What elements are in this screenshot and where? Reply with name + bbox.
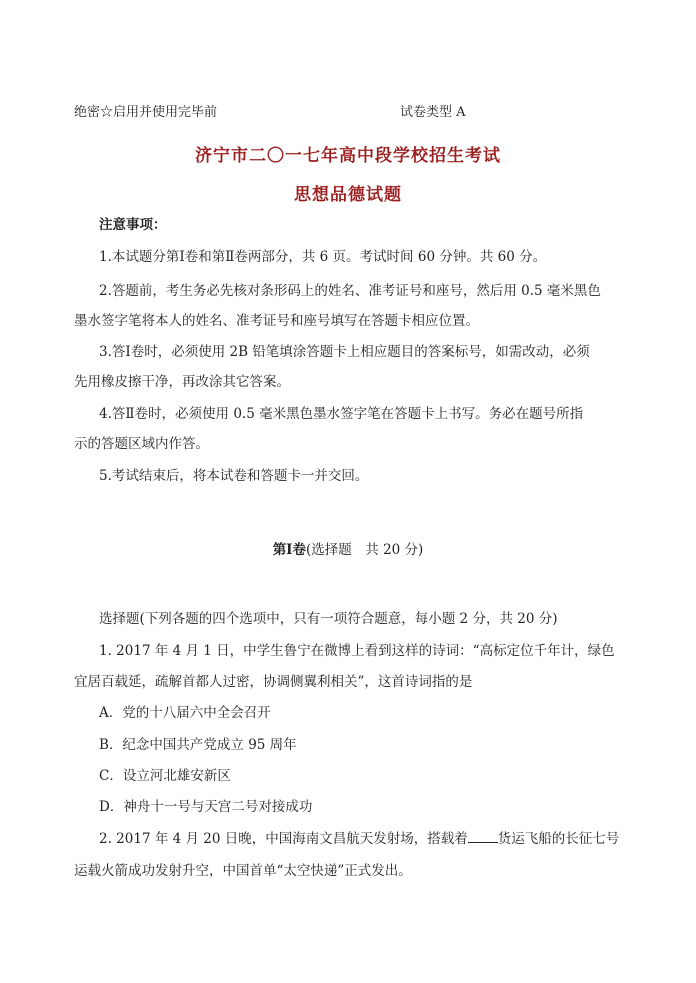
notes-line: 示的答题区域内作答。 [74,436,209,452]
question-2-text-b: 货运飞船的长征七号 [497,831,620,847]
exam-subtitle: 思想品德试题 [294,185,402,205]
section-heading-bold: 第Ⅰ卷 [272,542,307,558]
question-1-line: 宜居百载延，疏解首都人过密，协调侧翼利相关”，这首诗词指的是 [74,674,473,690]
question-1-option: B．纪念中国共产党成立 95 周年 [99,737,297,753]
notes-line: 2.答题前，考生务必先核对条形码上的姓名、准考证号和座号，然后用 0.5 毫米黑色 [99,283,601,299]
question-2-line: 运载火箭成功发射升空，中国首单“太空快递”正式发出。 [74,863,412,879]
notes-heading: 注意事项： [99,217,167,233]
question-1-option: D．神舟十一号与天宫二号对接成功 [99,799,313,815]
section-heading [0,540,696,560]
question-1-option: C．设立河北雄安新区 [99,768,231,784]
question-1-option: A．党的十八届六中全会召开 [99,705,271,721]
notes-line: 5.考试结束后，将本试卷和答题卡一并交回。 [99,468,369,484]
notes-line: 墨水签字笔将本人的姓名、准考证号和座号填写在答题卡相应位置。 [74,313,479,329]
notes-line: 1.本试题分第Ⅰ卷和第Ⅱ卷两部分，共 6 页。考试时间 60 分钟。共 60 分。 [99,249,547,265]
notes-line: 先用橡皮擦干净，再改涂其它答案。 [74,374,290,390]
question-2-line [99,829,619,849]
notes-line: 4.答Ⅱ卷时，必须使用 0.5 毫米黑色墨水签字笔在答题卡上书写。务必在题号所指 [99,406,584,422]
section-instruction: 选择题(下列各题的四个选项中，只有一项符合题意，每小题 2 分，共 20 分) [99,611,558,627]
question-1-line: 1. 2017 年 4 月 1 日，中学生鲁宁在微博上看到这样的诗词：“高标定位千年计，绿色 [99,643,615,659]
answer-blank [468,830,498,843]
confidential-label: 绝密☆启用并使用完毕前 [74,105,218,120]
notes-line: 3.答Ⅰ卷时，必须使用 2B 铅笔填涂答题卡上相应题目的答案标号，如需改动，必须 [99,344,590,360]
paper-type-label: 试卷类型 A [400,105,466,120]
section-heading-rest: (选择题 共 20 分) [306,542,424,558]
exam-title: 济宁市二〇一七年高中段学校招生考试 [195,146,501,166]
question-2-text-a: 2. 2017 年 4 月 20 日晚，中国海南文昌航天发射场，搭载着 [99,831,468,847]
